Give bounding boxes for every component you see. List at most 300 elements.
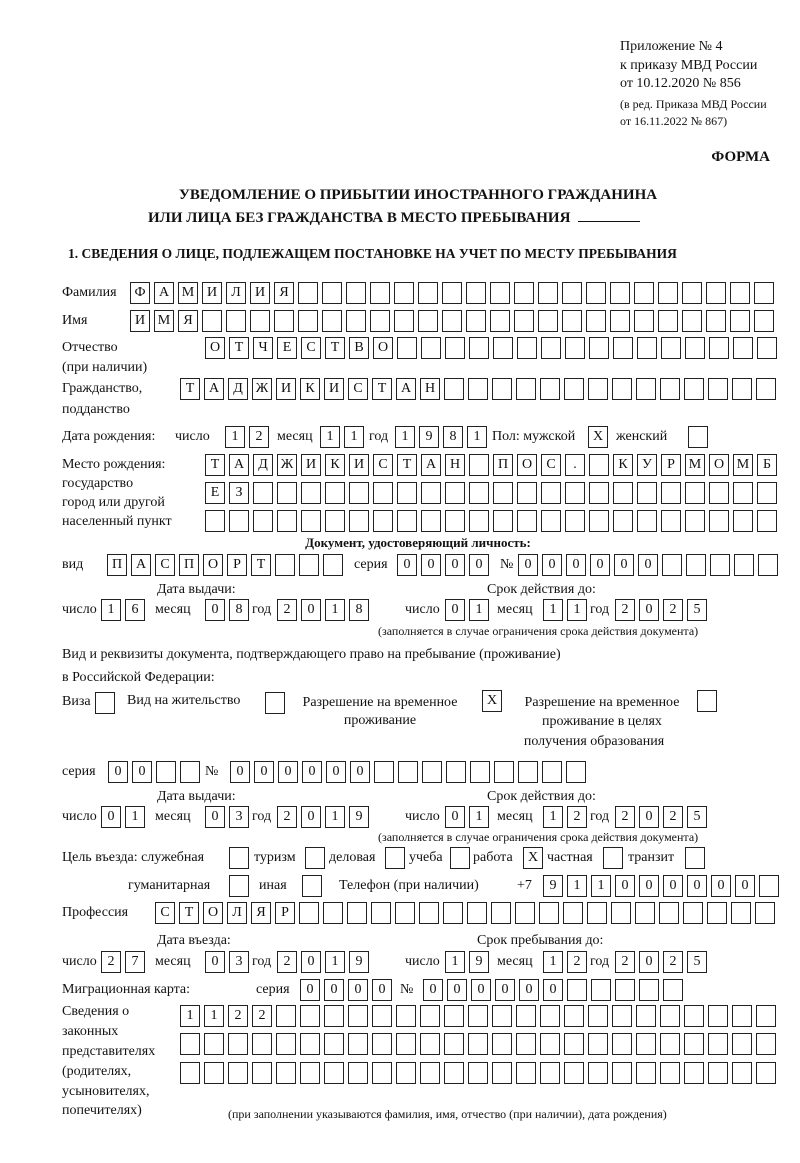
char-cell[interactable]: С: [301, 337, 321, 359]
char-cell[interactable]: [466, 310, 486, 332]
char-cell[interactable]: 0: [445, 554, 465, 576]
char-cell[interactable]: [492, 1005, 512, 1027]
char-cell[interactable]: [733, 510, 753, 532]
char-cell[interactable]: [322, 282, 342, 304]
char-cell[interactable]: 3: [229, 806, 249, 828]
char-cell[interactable]: 0: [397, 554, 417, 576]
char-cell[interactable]: [349, 510, 369, 532]
char-cell[interactable]: 1: [469, 806, 489, 828]
char-cell[interactable]: 0: [445, 806, 465, 828]
char-cell[interactable]: 2: [663, 806, 683, 828]
char-cell[interactable]: [586, 282, 606, 304]
char-cell[interactable]: [613, 482, 633, 504]
char-cell[interactable]: [708, 1062, 728, 1084]
char-cell[interactable]: [300, 1033, 320, 1055]
char-cell[interactable]: [685, 337, 705, 359]
char-cell[interactable]: [348, 1062, 368, 1084]
char-cell[interactable]: А: [204, 378, 224, 400]
char-cell[interactable]: [661, 337, 681, 359]
char-cell[interactable]: 2: [615, 951, 635, 973]
char-cell[interactable]: 1: [591, 875, 611, 897]
char-cell[interactable]: [446, 761, 466, 783]
char-cell[interactable]: 1: [320, 426, 340, 448]
char-cell[interactable]: 0: [735, 875, 755, 897]
char-cell[interactable]: 2: [567, 806, 587, 828]
char-cell[interactable]: 0: [324, 979, 344, 1001]
char-cell[interactable]: Л: [226, 282, 246, 304]
char-cell[interactable]: 1: [543, 806, 563, 828]
char-cell[interactable]: 0: [230, 761, 250, 783]
char-cell[interactable]: Т: [205, 454, 225, 476]
char-cell[interactable]: [252, 1062, 272, 1084]
char-cell[interactable]: 0: [519, 979, 539, 1001]
char-cell[interactable]: [539, 902, 559, 924]
char-cell[interactable]: [469, 482, 489, 504]
char-cell[interactable]: С: [155, 902, 175, 924]
char-cell[interactable]: [468, 1005, 488, 1027]
char-cell[interactable]: [276, 1033, 296, 1055]
char-cell[interactable]: [516, 1062, 536, 1084]
char-cell[interactable]: [758, 554, 778, 576]
char-cell[interactable]: [180, 1033, 200, 1055]
char-cell[interactable]: [636, 1062, 656, 1084]
char-cell[interactable]: С: [541, 454, 561, 476]
char-cell[interactable]: [444, 1005, 464, 1027]
char-cell[interactable]: [298, 282, 318, 304]
char-cell[interactable]: З: [229, 482, 249, 504]
char-cell[interactable]: 2: [101, 951, 121, 973]
checkbox-cell[interactable]: [688, 426, 708, 448]
char-cell[interactable]: [323, 554, 343, 576]
char-cell[interactable]: [756, 1005, 776, 1027]
char-cell[interactable]: С: [373, 454, 393, 476]
char-cell[interactable]: [706, 282, 726, 304]
char-cell[interactable]: [757, 482, 777, 504]
checkbox-cell[interactable]: [229, 875, 249, 897]
char-cell[interactable]: [516, 1005, 536, 1027]
char-cell[interactable]: [443, 902, 463, 924]
char-cell[interactable]: [492, 1062, 512, 1084]
char-cell[interactable]: [373, 510, 393, 532]
char-cell[interactable]: [348, 1005, 368, 1027]
char-cell[interactable]: [397, 337, 417, 359]
char-cell[interactable]: Ф: [130, 282, 150, 304]
char-cell[interactable]: [490, 310, 510, 332]
char-cell[interactable]: [398, 761, 418, 783]
char-cell[interactable]: [491, 902, 511, 924]
char-cell[interactable]: [639, 979, 659, 1001]
char-cell[interactable]: К: [300, 378, 320, 400]
char-cell[interactable]: 0: [518, 554, 538, 576]
char-cell[interactable]: 2: [252, 1005, 272, 1027]
char-cell[interactable]: 1: [325, 599, 345, 621]
char-cell[interactable]: Я: [178, 310, 198, 332]
char-cell[interactable]: [660, 378, 680, 400]
char-cell[interactable]: [636, 1005, 656, 1027]
char-cell[interactable]: [563, 902, 583, 924]
char-cell[interactable]: [538, 310, 558, 332]
char-cell[interactable]: [347, 902, 367, 924]
char-cell[interactable]: [445, 510, 465, 532]
char-cell[interactable]: [588, 378, 608, 400]
char-cell[interactable]: 1: [543, 599, 563, 621]
char-cell[interactable]: [420, 1033, 440, 1055]
char-cell[interactable]: [756, 1062, 776, 1084]
char-cell[interactable]: [252, 1033, 272, 1055]
char-cell[interactable]: [637, 510, 657, 532]
char-cell[interactable]: 0: [495, 979, 515, 1001]
char-cell[interactable]: 0: [205, 951, 225, 973]
char-cell[interactable]: 1: [543, 951, 563, 973]
char-cell[interactable]: 0: [278, 761, 298, 783]
char-cell[interactable]: [538, 282, 558, 304]
char-cell[interactable]: И: [324, 378, 344, 400]
char-cell[interactable]: М: [154, 310, 174, 332]
char-cell[interactable]: 0: [302, 761, 322, 783]
char-cell[interactable]: 0: [421, 554, 441, 576]
char-cell[interactable]: [372, 1033, 392, 1055]
char-cell[interactable]: [613, 510, 633, 532]
char-cell[interactable]: 0: [469, 554, 489, 576]
char-cell[interactable]: О: [203, 902, 223, 924]
char-cell[interactable]: [586, 310, 606, 332]
char-cell[interactable]: [709, 337, 729, 359]
char-cell[interactable]: [226, 310, 246, 332]
char-cell[interactable]: [419, 902, 439, 924]
char-cell[interactable]: [634, 310, 654, 332]
char-cell[interactable]: [730, 282, 750, 304]
char-cell[interactable]: [684, 378, 704, 400]
char-cell[interactable]: 2: [228, 1005, 248, 1027]
char-cell[interactable]: [686, 554, 706, 576]
char-cell[interactable]: [492, 1033, 512, 1055]
char-cell[interactable]: [349, 482, 369, 504]
char-cell[interactable]: [732, 1005, 752, 1027]
char-cell[interactable]: 0: [711, 875, 731, 897]
char-cell[interactable]: 0: [423, 979, 443, 1001]
char-cell[interactable]: [517, 482, 537, 504]
char-cell[interactable]: 5: [687, 599, 707, 621]
char-cell[interactable]: [733, 482, 753, 504]
char-cell[interactable]: [325, 510, 345, 532]
char-cell[interactable]: 2: [663, 951, 683, 973]
char-cell[interactable]: Т: [179, 902, 199, 924]
char-cell[interactable]: 0: [543, 979, 563, 1001]
char-cell[interactable]: 9: [419, 426, 439, 448]
char-cell[interactable]: М: [685, 454, 705, 476]
char-cell[interactable]: [588, 1005, 608, 1027]
char-cell[interactable]: М: [178, 282, 198, 304]
char-cell[interactable]: [469, 337, 489, 359]
char-cell[interactable]: [731, 902, 751, 924]
char-cell[interactable]: 0: [639, 951, 659, 973]
char-cell[interactable]: [421, 482, 441, 504]
char-cell[interactable]: [301, 482, 321, 504]
char-cell[interactable]: [493, 482, 513, 504]
checkbox-cell[interactable]: [697, 690, 717, 712]
char-cell[interactable]: А: [131, 554, 151, 576]
char-cell[interactable]: 1: [180, 1005, 200, 1027]
char-cell[interactable]: [759, 875, 779, 897]
char-cell[interactable]: [660, 1005, 680, 1027]
char-cell[interactable]: 0: [132, 761, 152, 783]
char-cell[interactable]: [588, 1033, 608, 1055]
char-cell[interactable]: [374, 761, 394, 783]
char-cell[interactable]: 0: [542, 554, 562, 576]
char-cell[interactable]: [324, 1062, 344, 1084]
char-cell[interactable]: 2: [567, 951, 587, 973]
char-cell[interactable]: [541, 510, 561, 532]
char-cell[interactable]: [442, 282, 462, 304]
char-cell[interactable]: [615, 979, 635, 1001]
char-cell[interactable]: [253, 510, 273, 532]
char-cell[interactable]: [567, 979, 587, 1001]
char-cell[interactable]: [418, 282, 438, 304]
char-cell[interactable]: 9: [469, 951, 489, 973]
char-cell[interactable]: [300, 1005, 320, 1027]
char-cell[interactable]: [397, 482, 417, 504]
char-cell[interactable]: [660, 1033, 680, 1055]
char-cell[interactable]: [323, 902, 343, 924]
char-cell[interactable]: [663, 979, 683, 1001]
char-cell[interactable]: А: [396, 378, 416, 400]
char-cell[interactable]: Е: [205, 482, 225, 504]
char-cell[interactable]: К: [613, 454, 633, 476]
char-cell[interactable]: [732, 378, 752, 400]
char-cell[interactable]: 0: [639, 599, 659, 621]
char-cell[interactable]: [420, 1062, 440, 1084]
char-cell[interactable]: [754, 282, 774, 304]
char-cell[interactable]: [180, 761, 200, 783]
char-cell[interactable]: [684, 1062, 704, 1084]
char-cell[interactable]: [662, 554, 682, 576]
char-cell[interactable]: 3: [229, 951, 249, 973]
char-cell[interactable]: 0: [205, 599, 225, 621]
char-cell[interactable]: [228, 1033, 248, 1055]
char-cell[interactable]: 0: [566, 554, 586, 576]
char-cell[interactable]: [418, 310, 438, 332]
char-cell[interactable]: [658, 310, 678, 332]
checkbox-cell[interactable]: [302, 875, 322, 897]
char-cell[interactable]: [756, 378, 776, 400]
char-cell[interactable]: О: [373, 337, 393, 359]
char-cell[interactable]: [710, 554, 730, 576]
char-cell[interactable]: [730, 310, 750, 332]
char-cell[interactable]: [229, 510, 249, 532]
char-cell[interactable]: [661, 510, 681, 532]
char-cell[interactable]: [682, 310, 702, 332]
char-cell[interactable]: 0: [326, 761, 346, 783]
char-cell[interactable]: [683, 902, 703, 924]
char-cell[interactable]: [612, 1062, 632, 1084]
char-cell[interactable]: 5: [687, 951, 707, 973]
char-cell[interactable]: 0: [301, 806, 321, 828]
char-cell[interactable]: 0: [663, 875, 683, 897]
char-cell[interactable]: [422, 761, 442, 783]
char-cell[interactable]: [564, 378, 584, 400]
char-cell[interactable]: [469, 510, 489, 532]
char-cell[interactable]: [494, 761, 514, 783]
char-cell[interactable]: [300, 1062, 320, 1084]
char-cell[interactable]: [514, 282, 534, 304]
char-cell[interactable]: 0: [205, 806, 225, 828]
char-cell[interactable]: [634, 282, 654, 304]
checkbox-cell[interactable]: X: [523, 847, 543, 869]
char-cell[interactable]: [514, 310, 534, 332]
char-cell[interactable]: [709, 510, 729, 532]
checkbox-cell[interactable]: [265, 692, 285, 714]
char-cell[interactable]: [685, 482, 705, 504]
char-cell[interactable]: [346, 310, 366, 332]
char-cell[interactable]: [612, 1033, 632, 1055]
char-cell[interactable]: 0: [471, 979, 491, 1001]
char-cell[interactable]: И: [349, 454, 369, 476]
char-cell[interactable]: [253, 482, 273, 504]
char-cell[interactable]: [276, 1062, 296, 1084]
char-cell[interactable]: П: [493, 454, 513, 476]
char-cell[interactable]: [517, 510, 537, 532]
char-cell[interactable]: 9: [543, 875, 563, 897]
char-cell[interactable]: [299, 902, 319, 924]
char-cell[interactable]: [466, 282, 486, 304]
checkbox-cell[interactable]: [385, 847, 405, 869]
char-cell[interactable]: [493, 337, 513, 359]
char-cell[interactable]: Я: [274, 282, 294, 304]
char-cell[interactable]: 0: [447, 979, 467, 1001]
char-cell[interactable]: [612, 1005, 632, 1027]
char-cell[interactable]: П: [179, 554, 199, 576]
char-cell[interactable]: 0: [301, 951, 321, 973]
char-cell[interactable]: [444, 1062, 464, 1084]
char-cell[interactable]: [732, 1062, 752, 1084]
char-cell[interactable]: 1: [325, 951, 345, 973]
char-cell[interactable]: 9: [349, 951, 369, 973]
char-cell[interactable]: [396, 1062, 416, 1084]
char-cell[interactable]: И: [276, 378, 296, 400]
checkbox-cell[interactable]: [685, 847, 705, 869]
char-cell[interactable]: М: [733, 454, 753, 476]
char-cell[interactable]: 1: [344, 426, 364, 448]
char-cell[interactable]: [324, 1005, 344, 1027]
char-cell[interactable]: [324, 1033, 344, 1055]
char-cell[interactable]: [684, 1005, 704, 1027]
char-cell[interactable]: И: [301, 454, 321, 476]
char-cell[interactable]: [637, 482, 657, 504]
char-cell[interactable]: [565, 337, 585, 359]
char-cell[interactable]: 1: [567, 599, 587, 621]
char-cell[interactable]: [589, 454, 609, 476]
char-cell[interactable]: [468, 1062, 488, 1084]
char-cell[interactable]: О: [709, 454, 729, 476]
char-cell[interactable]: [442, 310, 462, 332]
char-cell[interactable]: [757, 510, 777, 532]
char-cell[interactable]: [373, 482, 393, 504]
char-cell[interactable]: Б: [757, 454, 777, 476]
char-cell[interactable]: 0: [615, 875, 635, 897]
char-cell[interactable]: Т: [325, 337, 345, 359]
char-cell[interactable]: [396, 1033, 416, 1055]
char-cell[interactable]: [659, 902, 679, 924]
char-cell[interactable]: [707, 902, 727, 924]
char-cell[interactable]: Л: [227, 902, 247, 924]
checkbox-cell[interactable]: [450, 847, 470, 869]
char-cell[interactable]: 1: [469, 599, 489, 621]
char-cell[interactable]: [564, 1033, 584, 1055]
char-cell[interactable]: [540, 1033, 560, 1055]
char-cell[interactable]: [228, 1062, 248, 1084]
char-cell[interactable]: 1: [567, 875, 587, 897]
char-cell[interactable]: 7: [125, 951, 145, 973]
char-cell[interactable]: [540, 1062, 560, 1084]
char-cell[interactable]: [564, 1005, 584, 1027]
char-cell[interactable]: 1: [204, 1005, 224, 1027]
char-cell[interactable]: Р: [227, 554, 247, 576]
char-cell[interactable]: [684, 1033, 704, 1055]
char-cell[interactable]: [276, 1005, 296, 1027]
char-cell[interactable]: [275, 554, 295, 576]
char-cell[interactable]: [754, 310, 774, 332]
char-cell[interactable]: [421, 337, 441, 359]
char-cell[interactable]: [421, 510, 441, 532]
char-cell[interactable]: Е: [277, 337, 297, 359]
char-cell[interactable]: [274, 310, 294, 332]
char-cell[interactable]: О: [203, 554, 223, 576]
char-cell[interactable]: [444, 378, 464, 400]
char-cell[interactable]: 1: [395, 426, 415, 448]
char-cell[interactable]: [371, 902, 391, 924]
char-cell[interactable]: [708, 1033, 728, 1055]
char-cell[interactable]: [565, 482, 585, 504]
char-cell[interactable]: Н: [445, 454, 465, 476]
char-cell[interactable]: [301, 510, 321, 532]
char-cell[interactable]: [250, 310, 270, 332]
char-cell[interactable]: 8: [229, 599, 249, 621]
char-cell[interactable]: [733, 337, 753, 359]
char-cell[interactable]: [589, 337, 609, 359]
char-cell[interactable]: [636, 1033, 656, 1055]
char-cell[interactable]: [541, 482, 561, 504]
char-cell[interactable]: 0: [638, 554, 658, 576]
char-cell[interactable]: [732, 1033, 752, 1055]
char-cell[interactable]: [636, 378, 656, 400]
char-cell[interactable]: Д: [253, 454, 273, 476]
char-cell[interactable]: 9: [349, 806, 369, 828]
char-cell[interactable]: [470, 761, 490, 783]
char-cell[interactable]: [420, 1005, 440, 1027]
char-cell[interactable]: [565, 510, 585, 532]
char-cell[interactable]: [445, 337, 465, 359]
char-cell[interactable]: Н: [420, 378, 440, 400]
char-cell[interactable]: [277, 510, 297, 532]
char-cell[interactable]: 0: [445, 599, 465, 621]
char-cell[interactable]: [277, 482, 297, 504]
char-cell[interactable]: [682, 282, 702, 304]
char-cell[interactable]: [562, 310, 582, 332]
char-cell[interactable]: [566, 761, 586, 783]
char-cell[interactable]: [492, 378, 512, 400]
char-cell[interactable]: [541, 337, 561, 359]
char-cell[interactable]: 0: [614, 554, 634, 576]
char-cell[interactable]: 0: [639, 806, 659, 828]
char-cell[interactable]: [708, 1005, 728, 1027]
char-cell[interactable]: [516, 1033, 536, 1055]
char-cell[interactable]: .: [565, 454, 585, 476]
char-cell[interactable]: [589, 510, 609, 532]
char-cell[interactable]: [587, 902, 607, 924]
char-cell[interactable]: 5: [687, 806, 707, 828]
char-cell[interactable]: [637, 337, 657, 359]
char-cell[interactable]: [396, 1005, 416, 1027]
